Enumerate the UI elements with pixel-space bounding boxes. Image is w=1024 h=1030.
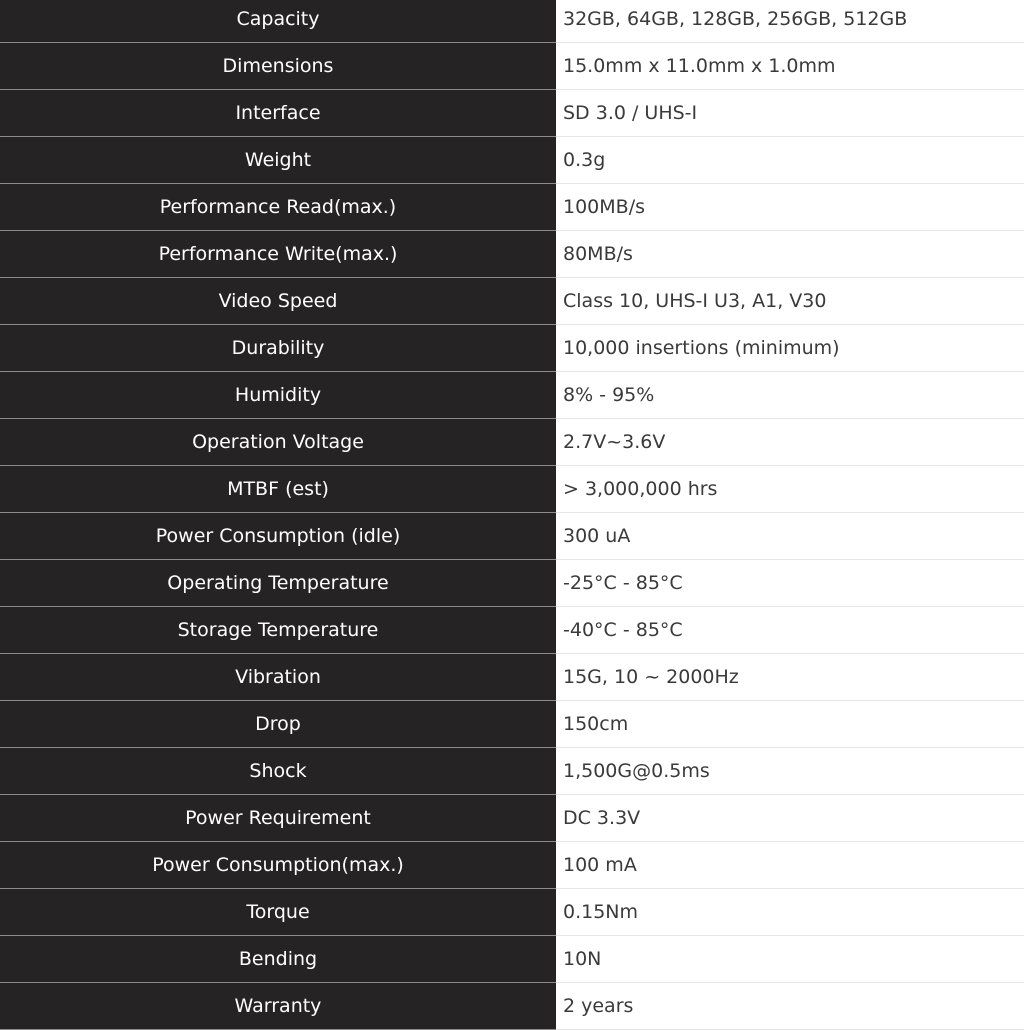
spec-value: 100 mA [556,842,1024,889]
spec-value: 1,500G@0.5ms [556,748,1024,795]
spec-row-power-consumption-idle [0,513,1024,560]
spec-row-capacity [0,0,1024,43]
spec-row-performance-write [0,231,1024,278]
spec-value: Class 10, UHS-I U3, A1, V30 [556,278,1024,325]
spec-row-bending [0,936,1024,983]
spec-row-vibration [0,654,1024,701]
spec-label: Durability [0,325,556,372]
spec-label: Drop [0,701,556,748]
spec-value: -25°C - 85°C [556,560,1024,607]
spec-label: Operating Temperature [0,560,556,607]
spec-row-humidity [0,372,1024,419]
spec-row-operation-voltage [0,419,1024,466]
spec-label: Torque [0,889,556,936]
spec-label: Bending [0,936,556,983]
spec-value: 15.0mm x 11.0mm x 1.0mm [556,43,1024,90]
spec-value: 32GB, 64GB, 128GB, 256GB, 512GB [556,0,1024,43]
spec-label: Power Requirement [0,795,556,842]
spec-row-drop [0,701,1024,748]
spec-label: Power Consumption (idle) [0,513,556,560]
spec-label: Storage Temperature [0,607,556,654]
spec-value: 150cm [556,701,1024,748]
spec-value: -40°C - 85°C [556,607,1024,654]
spec-row-video-speed [0,278,1024,325]
spec-label: Operation Voltage [0,419,556,466]
spec-row-performance-read [0,184,1024,231]
spec-label: Performance Write(max.) [0,231,556,278]
spec-value: 8% - 95% [556,372,1024,419]
spec-label: Warranty [0,983,556,1030]
spec-value: 300 uA [556,513,1024,560]
spec-value: 0.15Nm [556,889,1024,936]
spec-label: Shock [0,748,556,795]
spec-row-torque [0,889,1024,936]
spec-label: Vibration [0,654,556,701]
spec-label: Humidity [0,372,556,419]
spec-row-mtbf [0,466,1024,513]
spec-value: 10,000 insertions (minimum) [556,325,1024,372]
spec-row-weight [0,137,1024,184]
spec-value: > 3,000,000 hrs [556,466,1024,513]
spec-row-shock [0,748,1024,795]
spec-value: 10N [556,936,1024,983]
spec-row-interface [0,90,1024,137]
spec-label: MTBF (est) [0,466,556,513]
spec-label: Video Speed [0,278,556,325]
spec-value: 100MB/s [556,184,1024,231]
spec-value: 15G, 10 ~ 2000Hz [556,654,1024,701]
spec-label: Performance Read(max.) [0,184,556,231]
spec-row-durability [0,325,1024,372]
spec-row-warranty [0,983,1024,1030]
spec-label: Dimensions [0,43,556,90]
spec-label: Weight [0,137,556,184]
spec-value: DC 3.3V [556,795,1024,842]
spec-label: Power Consumption(max.) [0,842,556,889]
spec-row-storage-temperature [0,607,1024,654]
spec-value: SD 3.0 / UHS-I [556,90,1024,137]
spec-label: Interface [0,90,556,137]
spec-row-power-consumption-max [0,842,1024,889]
spec-value: 0.3g [556,137,1024,184]
spec-row-power-requirement [0,795,1024,842]
spec-row-dimensions [0,43,1024,90]
spec-row-operating-temperature [0,560,1024,607]
spec-value: 2.7V~3.6V [556,419,1024,466]
spec-value: 2 years [556,983,1024,1030]
spec-value: 80MB/s [556,231,1024,278]
spec-label: Capacity [0,0,556,43]
